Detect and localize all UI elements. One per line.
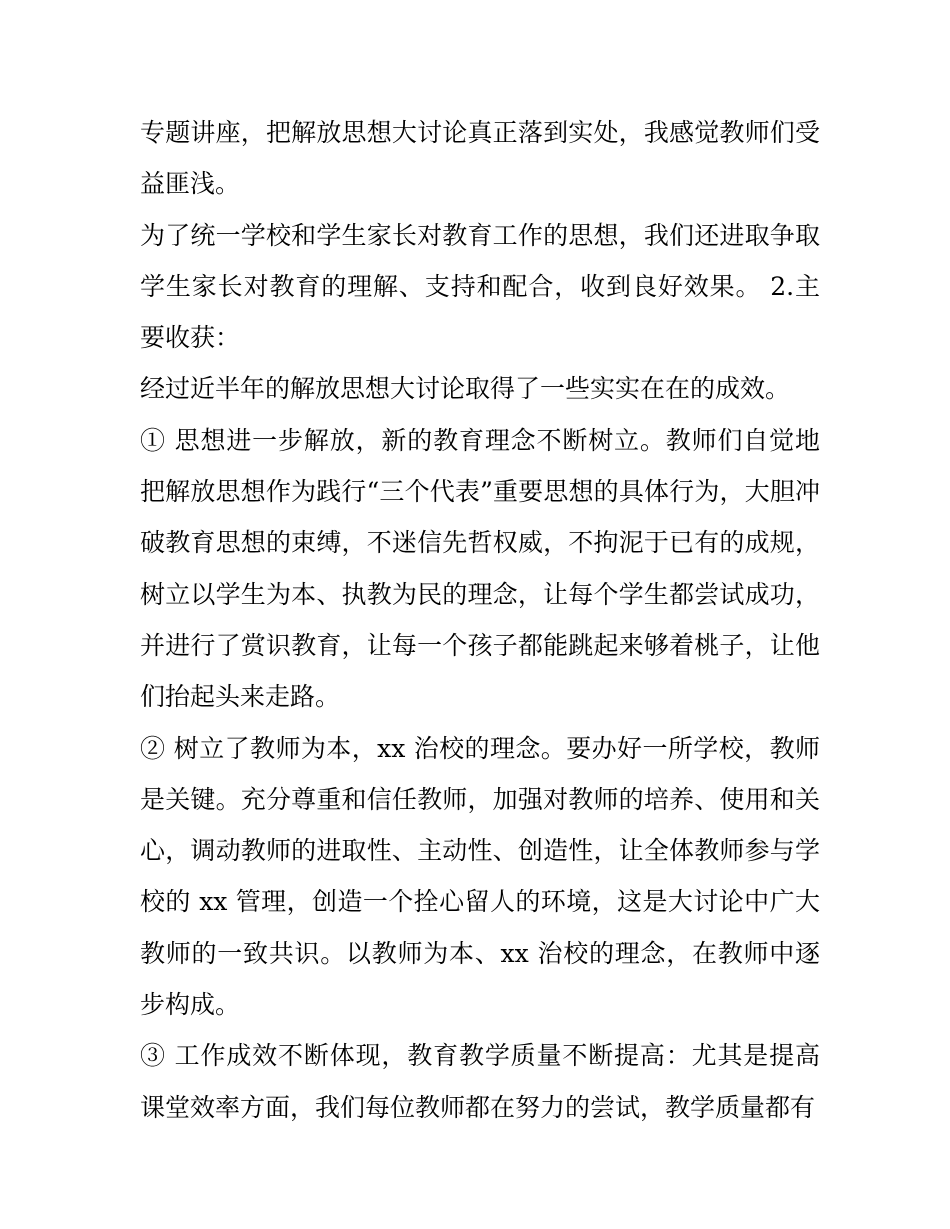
paragraph-parents-support: 为了统一学校和学生家长对教育工作的思想，我们还进取争取学生家长对教育的理解、支持和配合，收到良好效果。 2.主要收获： bbox=[140, 220, 820, 353]
paragraph-results-summary: 经过近半年的解放思想大讨论取得了一些实实在在的成效。 bbox=[140, 374, 791, 404]
paragraph-point-3: ③ 工作成效不断体现，教育教学质量不断提高：尤其是提高课堂效率方面，我们每位教师都在努力的尝试，教学质量都有 bbox=[140, 1041, 820, 1122]
paragraph-point-1: ① 思想进一步解放，新的教育理念不断树立。教师们自觉地把解放思想作为践行“三个代表”重要思想的具体行为，大胆冲破教育思想的束缚，不迷信先哲权威，不拘泥于已有的成规，树立以学生为本、执教为民的理念，让每个学生都尝试成功，并进行了赏识教育，让每一个孩子都能跳起来够着桃子，让他们抬起头来走路。 bbox=[140, 425, 820, 712]
paragraph-intro-lecture: 专题讲座，把解放思想大讨论真正落到实处，我感觉教师们受益匪浅。 bbox=[140, 118, 820, 199]
document-body bbox=[140, 107, 820, 1133]
paragraph-point-2: ② 树立了教师为本，xx 治校的理念。要办好一所学校，教师是关键。充分尊重和信任教师，加强对教师的培养、使用和关心，调动教师的进取性、主动性、创造性，让全体教师参与学校的 xx 管理，创造一个拴心留人的环境，这是大讨论中广大教师的一致共识。以教师为本、xx 治校的理念，在教师中逐步构成。 bbox=[140, 733, 820, 1020]
